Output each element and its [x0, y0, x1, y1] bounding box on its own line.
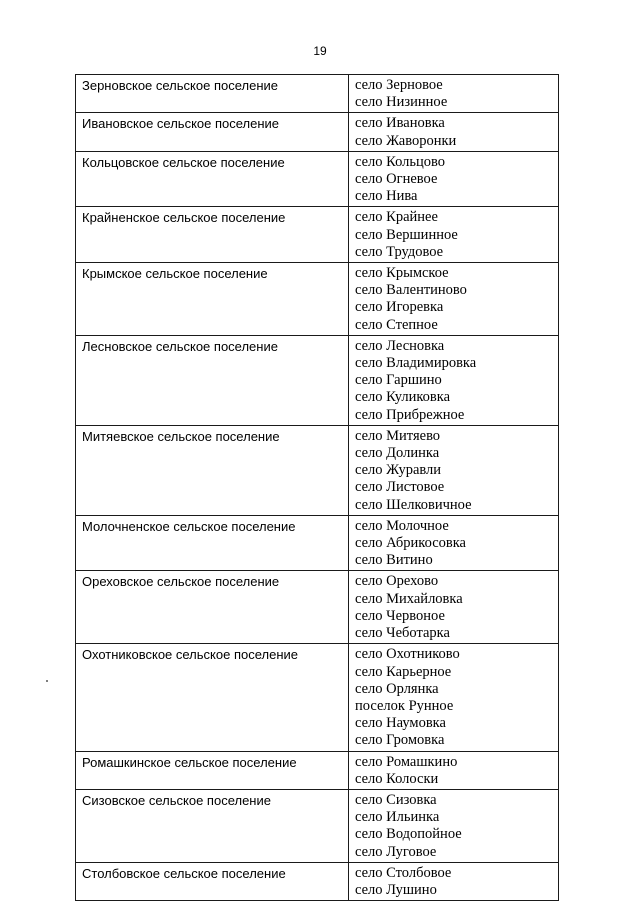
settlement-name: село Наумовка	[355, 715, 446, 732]
settlement-name: село Кольцово	[355, 153, 446, 170]
table-row	[76, 113, 559, 151]
table-row	[76, 425, 559, 515]
settlement-name: село Ромашкино	[355, 753, 458, 770]
settlement-name: село Молочное	[355, 517, 449, 534]
settlements-cell	[349, 207, 559, 263]
settlement-name: село Ильинка	[355, 809, 440, 826]
settlement-name: село Столбовое	[355, 864, 452, 881]
settlement-name: село Крымское	[355, 265, 449, 282]
municipality-cell: Ромашкинское сельское поселение	[76, 751, 349, 789]
municipality-cell: Ивановское сельское поселение	[76, 113, 349, 151]
settlement-name: село Луговое	[355, 843, 437, 860]
municipality-cell: Кольцовское сельское поселение	[76, 151, 349, 207]
settlements-cell	[349, 425, 559, 515]
table-body	[76, 75, 559, 901]
settlement-name: поселок Рунное	[355, 697, 454, 714]
settlement-name: село Долинка	[355, 445, 440, 462]
municipality-cell: Молочненское сельское поселение	[76, 515, 349, 571]
municipality-cell: Зерновское сельское поселение	[76, 75, 349, 113]
settlement-name: село Водопойное	[355, 826, 462, 843]
settlement-name: село Гаршино	[355, 372, 442, 389]
municipality-cell: Охотниковское сельское поселение	[76, 644, 349, 751]
settlements-cell	[349, 789, 559, 862]
settlements-cell	[349, 571, 559, 644]
municipality-cell: Столбовское сельское поселение	[76, 862, 349, 900]
settlements-cell	[349, 263, 559, 336]
settlements-cell	[349, 335, 559, 425]
settlement-name: село Орехово	[355, 573, 439, 590]
settlement-name: село Игоревка	[355, 299, 444, 316]
settlement-name: село Валентиново	[355, 282, 467, 299]
table-row	[76, 862, 559, 900]
settlement-name: село Ивановка	[355, 115, 445, 132]
municipality-cell: Митяевское сельское поселение	[76, 425, 349, 515]
table-row	[76, 644, 559, 751]
settlement-name: село Колоски	[355, 770, 439, 787]
settlements-cell	[349, 862, 559, 900]
settlement-name: село Жаворонки	[355, 132, 457, 149]
settlement-name: село Сизовка	[355, 791, 437, 808]
settlement-name: село Громовка	[355, 732, 445, 749]
settlement-name: село Владимировка	[355, 355, 477, 372]
settlement-name: село Шелковичное	[355, 496, 472, 513]
settlement-name: село Митяево	[355, 427, 441, 444]
municipality-cell: Крымское сельское поселение	[76, 263, 349, 336]
settlement-name: село Карьерное	[355, 663, 452, 680]
municipality-cell: Лесновское сельское поселение	[76, 335, 349, 425]
settlement-name: село Нива	[355, 188, 418, 205]
settlement-name: село Листовое	[355, 479, 445, 496]
table-row	[76, 151, 559, 207]
settlement-name: село Огневое	[355, 171, 438, 188]
settlement-name: село Прибрежное	[355, 406, 465, 423]
settlement-name: село Вершинное	[355, 226, 458, 243]
table-row	[76, 263, 559, 336]
settlement-name: село Михайловка	[355, 590, 463, 607]
settlement-name: село Зерновое	[355, 77, 443, 93]
settlements-cell	[349, 151, 559, 207]
table-row	[76, 515, 559, 571]
page-number: 19	[313, 44, 327, 58]
settlement-name: село Низинное	[355, 94, 448, 111]
municipality-cell: Сизовское сельское поселение	[76, 789, 349, 862]
settlement-name: село Куликовка	[355, 389, 451, 406]
settlements-cell	[349, 644, 559, 751]
settlements-cell	[349, 75, 559, 113]
settlement-name: село Абрикосовка	[355, 535, 466, 552]
settlement-name: село Лесновка	[355, 337, 445, 354]
settlement-name: село Витино	[355, 552, 433, 569]
settlements-table-container	[75, 74, 559, 901]
municipality-cell: Ореховское сельское поселение	[76, 571, 349, 644]
margin-dot	[46, 680, 48, 682]
settlements-cell	[349, 113, 559, 151]
settlement-name: село Червоное	[355, 607, 445, 624]
table-row	[76, 75, 559, 113]
settlements-table	[75, 74, 559, 901]
settlements-cell	[349, 751, 559, 789]
settlement-name: село Чеботарка	[355, 625, 450, 642]
settlement-name: село Степное	[355, 316, 438, 333]
settlement-name: село Орлянка	[355, 680, 439, 697]
settlement-name: село Трудовое	[355, 243, 444, 260]
settlement-name: село Лушино	[355, 881, 437, 898]
municipality-cell: Крайненское сельское поселение	[76, 207, 349, 263]
table-row	[76, 571, 559, 644]
table-row	[76, 335, 559, 425]
table-row	[76, 751, 559, 789]
settlements-cell	[349, 515, 559, 571]
settlement-name: село Крайнее	[355, 209, 438, 226]
table-row	[76, 789, 559, 862]
table-row	[76, 207, 559, 263]
settlement-name: село Журавли	[355, 462, 442, 479]
settlement-name: село Охотниково	[355, 646, 460, 663]
